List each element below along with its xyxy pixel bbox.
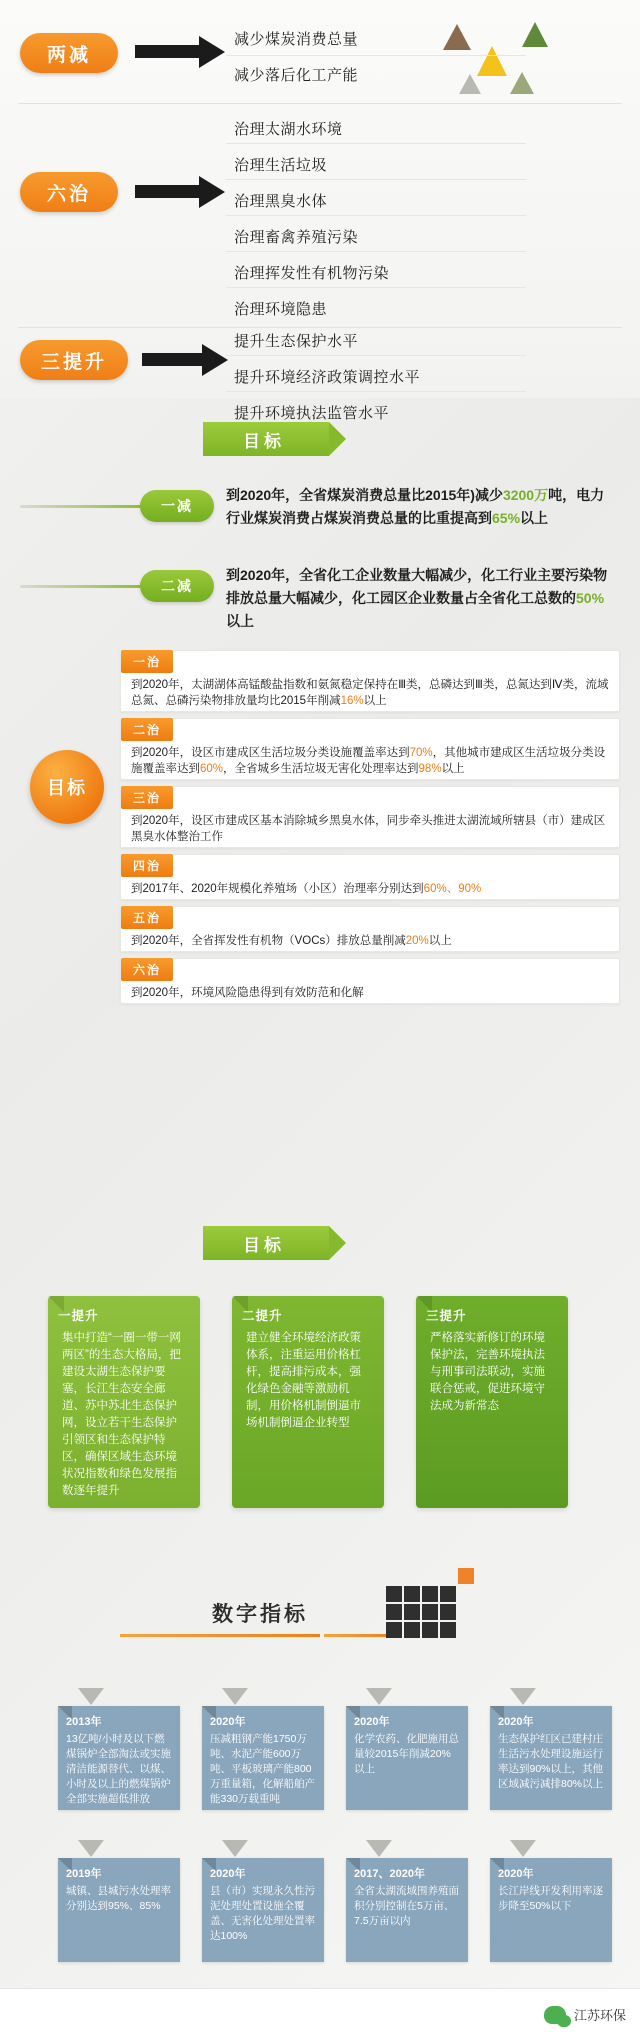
g3-p0: 到2020年，设区市建成区基本消除城乡黑臭水体，同步牵头推进太湖流域所辖县（市）建成区黑臭水体整治工作	[131, 815, 606, 843]
number-box-3	[346, 1706, 468, 1810]
card-body-1	[131, 677, 611, 709]
number-box-4	[490, 1706, 612, 1810]
g2-p0: 到2020年，设区市建成区生活垃圾分类设施覆盖率达到	[131, 747, 410, 759]
card-tag-6: 六治	[121, 958, 173, 981]
r1-p0: 到2020年，全省煤炭消费总量比2015年)减少	[226, 487, 503, 503]
card-tag-3: 三治	[121, 786, 173, 809]
decor-triangle-olive	[510, 72, 534, 94]
tag-reduction-2: 二减	[140, 570, 214, 602]
card-governance-2	[120, 718, 620, 780]
card-promotion-2	[232, 1296, 384, 1508]
item-promo-1: 提升生态保护水平	[234, 333, 359, 350]
card-governance-5	[120, 906, 620, 952]
tag-reduction-1: 一减	[140, 490, 214, 522]
item-gov-5: 治理挥发性有机物污染	[234, 265, 390, 282]
number-box-5	[58, 1858, 180, 1962]
r1-p4: 以上	[520, 510, 549, 526]
item-gov-6: 治理环境隐患	[234, 301, 328, 318]
promotion-1-text: 集中打造“一圈一带一网两区”的生态大格局，把建设太湖生态保护要塞，长江生态安全廊道、苏中苏北生态保护网，设立若干生态保护引领区和生态保护特区，确保区域生态环境状况指数和绿色发展指数逐年提升	[62, 1332, 181, 1497]
card-tag-1: 一治	[121, 650, 173, 673]
card-body-4	[131, 881, 611, 897]
label-three-promotions: 三提升	[20, 340, 128, 380]
number-box-7	[346, 1858, 468, 1962]
decor-triangle-brown	[443, 24, 471, 50]
promotion-3-text: 严格落实新修订的环境保护法，完善环境执法与刑事司法联动，实施联合惩戒，促进环境守法成为新常态	[430, 1332, 545, 1412]
item-reduce-chem: 减少落后化工产能	[234, 67, 359, 84]
arrow-six-governances	[135, 176, 225, 208]
number-box-6-text: 县（市）实现永久性污泥处理处置设施全覆盖、无害化处理处置率达100%	[210, 1885, 315, 1942]
g6-p0: 到2020年，环境风险隐患得到有效防范和化解	[131, 987, 364, 999]
goal-banner-reductions: 目标	[203, 422, 329, 456]
number-box-5-text: 城镇、县城污水处理率分别达到95%、85%	[66, 1885, 171, 1912]
card-body-5	[131, 933, 611, 949]
item-promo-3: 提升环境执法监管水平	[234, 405, 390, 422]
card-promotion-1	[48, 1296, 200, 1508]
number-box-6	[202, 1858, 324, 1962]
card-tag-5: 五治	[121, 906, 173, 929]
card-body-2	[131, 745, 611, 777]
text-reduction-2	[226, 564, 618, 633]
number-box-4-text: 生态保护红区已建村庄生活污水处理设施运行率达到90%以上，其他区域减污减排80%以上	[498, 1733, 604, 1790]
g5-p0: 到2020年，全省挥发性有机物（VOCs）排放总量削减	[131, 935, 406, 947]
number-box-4-year: 2020年	[498, 1716, 534, 1728]
decor-triangle-gray	[459, 74, 481, 94]
r2-p0: 到2020年，全省化工企业数量大幅减少，化工行业主要污染物排放总量大幅减少，化工园区企业数量占全省化工总数的	[226, 567, 608, 606]
card-promotion-3	[416, 1296, 568, 1508]
arrow-three-promotions	[142, 344, 228, 376]
g4-p1: 60%、90%	[423, 883, 482, 895]
decor-triangle-green	[522, 22, 548, 47]
item-gov-3: 治理黑臭水体	[234, 193, 328, 210]
number-box-2	[202, 1706, 324, 1810]
r1-p2: 吨，电力行业煤炭消费占煤炭消费总量的比重提高到	[226, 487, 605, 526]
arrow-two-reductions	[135, 36, 225, 68]
number-box-1-year: 2013年	[66, 1716, 102, 1728]
wechat-icon	[544, 2006, 566, 2024]
numbers-title: 数字指标	[212, 1603, 308, 1626]
r2-p1: 50%	[576, 590, 605, 606]
g1-p2: 以上	[363, 695, 387, 707]
number-box-3-year: 2020年	[354, 1716, 390, 1728]
number-box-8	[490, 1858, 612, 1962]
card-body-3	[131, 813, 611, 845]
item-gov-2: 治理生活垃圾	[234, 157, 328, 174]
number-box-8-text: 长江岸线开发利用率逐步降至50%以下	[498, 1885, 603, 1912]
card-governance-4	[120, 854, 620, 900]
text-reduction-1	[226, 484, 618, 530]
goal-banner-promotions: 目标	[203, 1226, 329, 1260]
dot-grid-icon	[386, 1564, 476, 1654]
promotion-1-tag: 一提升	[58, 1309, 99, 1323]
label-six-governances: 六治	[20, 172, 118, 212]
g2-p2: ，其他城市建成区生活垃圾分类设施覆盖率达到	[131, 747, 606, 775]
g1-p1: 16%	[340, 695, 364, 707]
g5-p2: 以上	[428, 935, 452, 947]
card-governance-3	[120, 786, 620, 848]
g2-p6: 以上	[441, 763, 465, 775]
number-box-8-year: 2020年	[498, 1868, 534, 1880]
card-governance-1	[120, 650, 620, 712]
item-gov-1: 治理太湖水环境	[234, 121, 343, 138]
number-box-7-year: 2017、2020年	[354, 1868, 425, 1880]
decor-triangle-yellow	[477, 46, 507, 76]
number-box-1-text: 13亿吨/小时及以下燃煤锅炉全部淘汰或实施清洁能源替代、以煤、小时及以上的燃煤锅炉全部实施超低排放	[66, 1733, 171, 1805]
number-box-2-year: 2020年	[210, 1716, 246, 1728]
g4-p0: 到2017年、2020年规模化养殖场（小区）治理率分别达到	[131, 883, 424, 895]
g2-p1: 70%	[409, 747, 433, 759]
card-governance-6	[120, 958, 620, 1004]
label-two-reductions: 两减	[20, 33, 118, 73]
item-promo-2: 提升环境经济政策调控水平	[234, 369, 421, 386]
promotion-3-tag: 三提升	[426, 1309, 467, 1323]
number-box-1	[58, 1706, 180, 1810]
g2-p5: 98%	[418, 763, 442, 775]
r1-p3: 65%	[492, 510, 521, 526]
card-body-6	[131, 985, 611, 1001]
card-tag-2: 二治	[121, 718, 173, 741]
r1-p1: 3200万	[502, 487, 549, 503]
item-reduce-coal: 减少煤炭消费总量	[234, 31, 359, 48]
g2-p3: 60%	[200, 763, 224, 775]
number-box-2-text: 压减粗钢产能1750万吨、水泥产能600万吨、平板玻璃产能800万重量箱，化解船舶产能330万载重吨	[210, 1733, 315, 1805]
promotion-2-tag: 二提升	[242, 1309, 283, 1323]
goal-circle: 目标	[30, 750, 104, 824]
item-gov-4: 治理畜禽养殖污染	[234, 229, 359, 246]
footer-bar	[0, 1988, 640, 2040]
footer-account-name[interactable]: 江苏环保	[573, 2008, 626, 2023]
g2-p4: ，全省城乡生活垃圾无害化处理率达到	[223, 763, 419, 775]
number-box-6-year: 2020年	[210, 1868, 246, 1880]
g1-p0: 到2020年，太湖湖体高锰酸盐指数和氨氮稳定保持在Ⅲ类，总磷达到Ⅲ类，总氮达到Ⅳ类，流域总氮、总磷污染物排放量均比2015年削减	[131, 679, 609, 707]
g5-p1: 20%	[405, 935, 429, 947]
number-box-5-year: 2019年	[66, 1868, 102, 1880]
promotion-2-text: 建立健全环境经济政策体系，注重运用价格杠杆，提高排污成本，强化绿色金融等激励机制，用价格机制倒逼市场机制倒逼企业转型	[246, 1332, 361, 1429]
r2-p2: 以上	[226, 613, 254, 629]
number-box-3-text: 化学农药、化肥施用总量较2015年削减20%以上	[354, 1733, 459, 1775]
card-tag-4: 四治	[121, 854, 173, 877]
number-box-7-text: 全省太湖流域围养殖面积分别控制在5万亩、7.5万亩以内	[354, 1885, 459, 1927]
